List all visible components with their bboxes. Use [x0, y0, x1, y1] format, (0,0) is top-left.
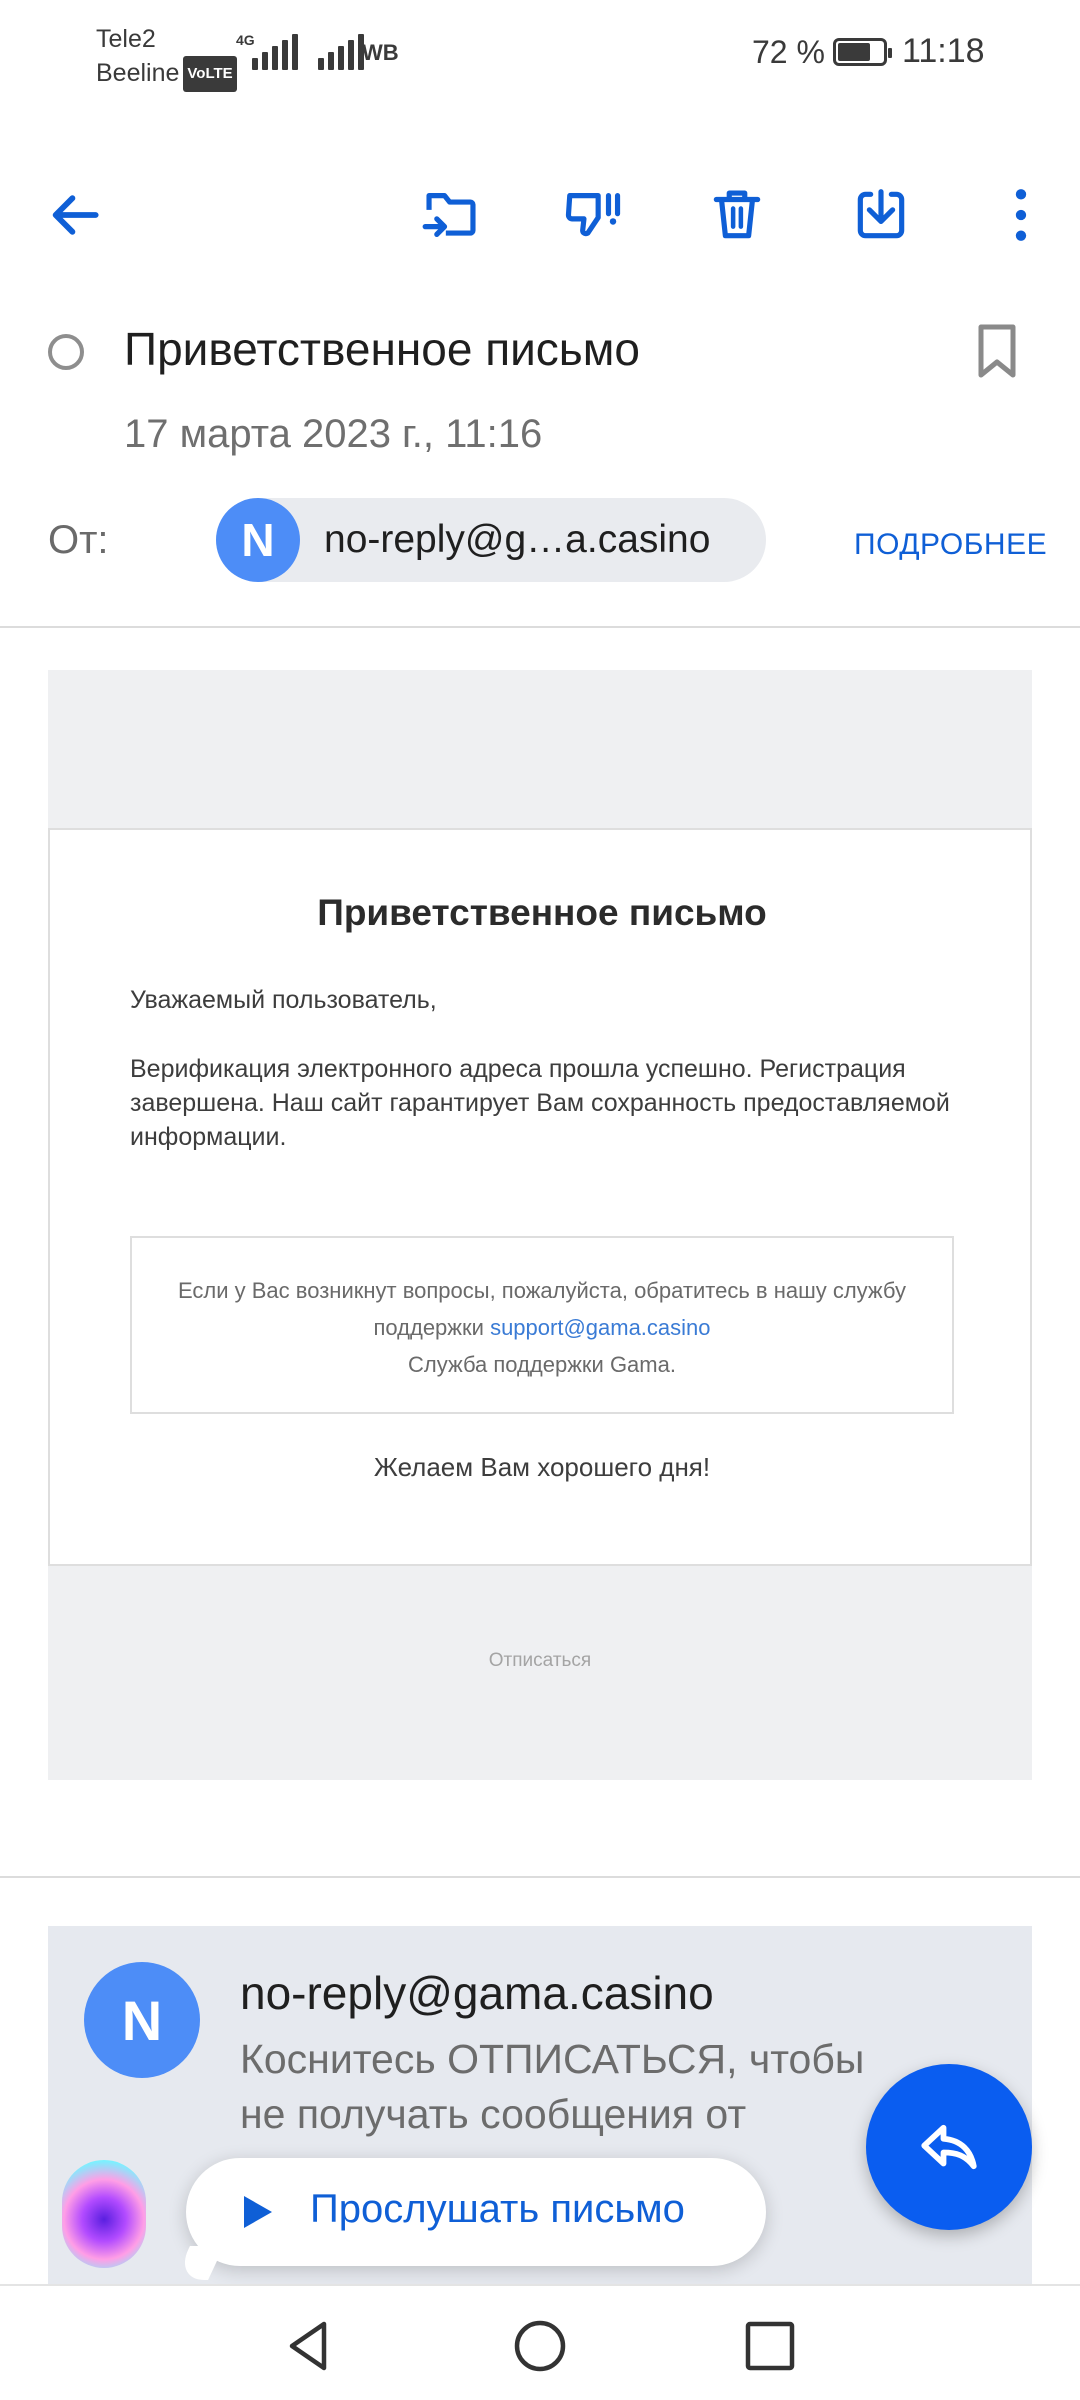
carrier-info [96, 22, 237, 92]
battery-percent: 72 % [752, 34, 825, 70]
divider [0, 626, 1080, 628]
carrier-2: Beeline [96, 59, 180, 87]
toolbar [0, 160, 1080, 270]
divider [0, 1876, 1080, 1878]
archive-button[interactable] [848, 182, 914, 248]
nav-back-icon[interactable] [280, 2316, 340, 2376]
support-line-3: Служба поддержки Gama. [408, 1352, 676, 1377]
nav-recents-icon[interactable] [740, 2316, 800, 2376]
message-date: 17 марта 2023 г., 11:16 [124, 412, 543, 456]
suggestion-avatar: N [84, 1962, 200, 2078]
support-line-1: Если у Вас возникнут вопросы, пожалуйста, обратитесь в нашу службу [177, 1278, 907, 1303]
suggestion-title: no-reply@gama.casino [240, 1967, 714, 2019]
back-arrow-icon [44, 184, 106, 246]
signal-icon-2 [318, 30, 364, 70]
status-bar [0, 0, 1080, 110]
details-link[interactable]: ПОДРОБНЕЕ [854, 528, 1048, 561]
spam-icon [562, 184, 624, 246]
more-options-button[interactable] [988, 182, 1054, 248]
email-wish: Желаем Вам хорошего дня! [373, 1452, 711, 1482]
email-greeting: Уважаемый пользователь, [130, 986, 437, 1014]
from-label: От: [48, 518, 109, 562]
nav-home-icon[interactable] [510, 2316, 570, 2376]
battery-icon [833, 38, 887, 66]
bookmark-icon[interactable] [972, 322, 1022, 380]
delete-button[interactable] [704, 182, 770, 248]
move-to-folder-icon [420, 184, 482, 246]
more-options-icon [990, 184, 1052, 246]
play-icon [244, 2196, 272, 2228]
read-status-toggle[interactable] [48, 334, 84, 370]
email-card [48, 828, 1032, 1566]
email-heading: Приветственное письмо [317, 892, 767, 933]
volte-badge: VoLTE [183, 56, 236, 92]
listen-button[interactable] [186, 2158, 766, 2266]
archive-download-icon [850, 184, 912, 246]
signal-icon [252, 30, 298, 70]
message-subject: Приветственное письмо [124, 323, 640, 375]
assistant-orb-icon[interactable] [62, 2160, 146, 2268]
navigation-bar [0, 2284, 1080, 2400]
email-body [48, 670, 1032, 1780]
delete-icon [706, 184, 768, 246]
unsubscribe-link[interactable]: Отписаться [488, 1650, 592, 1671]
wb-label: WB [362, 40, 399, 65]
reply-button[interactable] [866, 2064, 1032, 2230]
support-email-link[interactable]: support@gama.casino [490, 1315, 711, 1340]
suggestion-text: Коснитесь ОТПИСАТЬСЯ, чтобы не получать сообщения от [240, 2036, 865, 2137]
back-button[interactable] [42, 182, 108, 248]
sender-avatar: N [216, 498, 300, 582]
listen-label: Прослушать письмо [310, 2187, 685, 2231]
reply-icon [916, 2114, 982, 2180]
carrier-1: Tele2 [96, 25, 156, 53]
sender-email: no-reply@g…a.casino [324, 518, 711, 561]
clock: 11:18 [902, 32, 985, 70]
sender-chip[interactable] [216, 498, 766, 582]
support-box [130, 1236, 954, 1414]
support-line-2: поддержки [373, 1315, 484, 1340]
email-paragraph: Верификация электронного адреса прошла успешно. Регистрация завершена. Наш сайт гарантирует Вам сохранность предоставляемой информации. [130, 1055, 950, 1151]
move-to-folder-button[interactable] [418, 182, 484, 248]
network-type: 4G [236, 32, 255, 48]
spam-button[interactable] [560, 182, 626, 248]
